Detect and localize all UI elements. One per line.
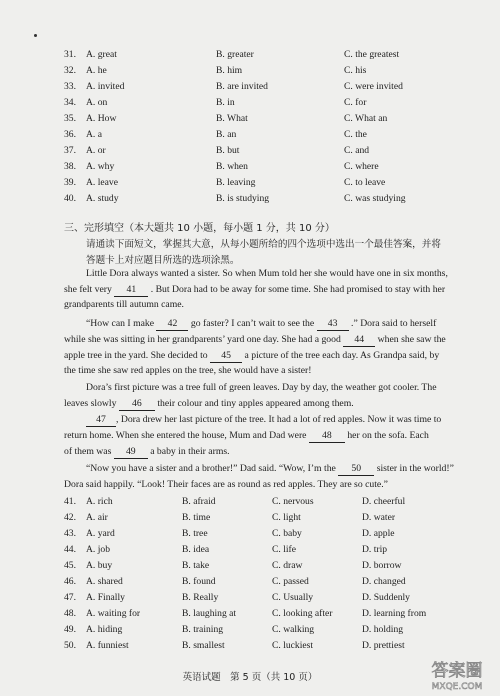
passage-line: apple tree in the yard. She decided to 45 a picture of the tree each day. As Grandpa said, by — [64, 350, 440, 361]
option-a: A. on — [86, 97, 108, 108]
option-a: A. shared — [86, 576, 123, 587]
instructions-line-2: 答题卡上对应题目所选的选项涂黑。 — [86, 255, 240, 266]
blank-42: 42 — [156, 318, 188, 331]
question-number: 43. — [64, 528, 76, 539]
option-a: A. or — [86, 145, 106, 156]
question-number: 37. — [64, 145, 76, 156]
blank-43: 43 — [317, 318, 349, 331]
option-c: C. walking — [272, 624, 315, 635]
option-b: B. greater — [216, 49, 254, 60]
option-a: A. a — [86, 129, 102, 140]
option-b: B. take — [182, 560, 210, 571]
option-b: B. smallest — [182, 640, 225, 651]
question-row — [0, 510, 500, 526]
question-row — [0, 143, 500, 159]
watermark-logo — [418, 654, 496, 694]
option-b: B. idea — [182, 544, 210, 555]
question-row — [0, 542, 500, 558]
option-c: C. to leave — [344, 177, 386, 188]
question-number: 40. — [64, 193, 76, 204]
option-a: A. great — [86, 49, 117, 60]
blank-50: 50 — [338, 463, 374, 476]
option-b: B. when — [216, 161, 248, 172]
question-row — [0, 79, 500, 95]
question-number: 32. — [64, 65, 76, 76]
passage-line: 47 , Dora drew her last picture of the tree. It had a lot of red apples. Now it was time to — [86, 412, 441, 428]
watermark-text-cn: 答案圈 — [431, 661, 483, 681]
question-number: 47. — [64, 592, 76, 603]
passage-line: the time she saw red apples on the tree, she would have a sister! — [64, 365, 312, 376]
passage-line: “Now you have a sister and a brother!” Dad said. “Wow, I’m the 50 sister in the world!” — [86, 463, 454, 474]
option-a: A. buy — [86, 560, 113, 571]
question-row — [0, 47, 500, 63]
passage-line: Dora’s first picture was a tree full of green leaves. Day by day, the weather got cooler. The — [86, 382, 437, 393]
option-b: B. laughing at — [182, 608, 237, 619]
option-b: B. time — [182, 512, 211, 523]
blank-44: 44 — [343, 334, 375, 347]
option-b: B. an — [216, 129, 237, 140]
blank-47: 47 — [86, 414, 116, 427]
option-c: C. the — [344, 129, 367, 140]
option-b: B. leaving — [216, 177, 256, 188]
question-row — [0, 63, 500, 79]
option-d: D. holding — [362, 624, 404, 635]
option-a: A. hiding — [86, 624, 123, 635]
question-number: 39. — [64, 177, 76, 188]
option-c: C. light — [272, 512, 301, 523]
option-a: A. yard — [86, 528, 115, 539]
question-row — [0, 590, 500, 606]
option-b: B. is studying — [216, 193, 270, 204]
option-a: A. study — [86, 193, 119, 204]
option-d: D. changed — [362, 576, 406, 587]
option-b: B. found — [182, 576, 216, 587]
question-number: 46. — [64, 576, 76, 587]
blank-48: 48 — [309, 430, 345, 443]
option-c: C. for — [344, 97, 367, 108]
option-a: A. How — [86, 113, 117, 124]
question-number: 49. — [64, 624, 76, 635]
question-row — [0, 175, 500, 191]
option-c: C. was studying — [344, 193, 406, 204]
question-row — [0, 574, 500, 590]
question-number: 33. — [64, 81, 76, 92]
question-row — [0, 159, 500, 175]
option-a: A. Finally — [86, 592, 125, 603]
option-d: D. Suddenly — [362, 592, 410, 603]
option-a: A. he — [86, 65, 107, 76]
option-d: D. trip — [362, 544, 388, 555]
question-number: 41. — [64, 496, 76, 507]
option-a: A. funniest — [86, 640, 129, 651]
option-c: C. passed — [272, 576, 309, 587]
question-number: 34. — [64, 97, 76, 108]
question-number: 48. — [64, 608, 76, 619]
option-c: C. the greatest — [344, 49, 400, 60]
question-row — [0, 526, 500, 542]
passage-line: leaves slowly 46 their colour and tiny apples appeared among them. — [64, 398, 354, 409]
question-number: 38. — [64, 161, 76, 172]
option-c: C. where — [344, 161, 379, 172]
option-b: B. in — [216, 97, 235, 108]
option-a: A. air — [86, 512, 108, 523]
option-c: C. draw — [272, 560, 303, 571]
option-d: D. cheerful — [362, 496, 406, 507]
question-row — [0, 606, 500, 622]
option-d: D. prettiest — [362, 640, 405, 651]
option-b: B. What — [216, 113, 248, 124]
question-row — [0, 111, 500, 127]
question-row — [0, 638, 500, 654]
question-number: 36. — [64, 129, 76, 140]
question-row — [0, 622, 500, 638]
option-d: D. water — [362, 512, 396, 523]
passage-line: while she was sitting in her grandparents’ yard one day. She had a good 44 when she saw the — [64, 334, 446, 345]
option-c: C. nervous — [272, 496, 314, 507]
page-dot — [34, 34, 37, 37]
option-d: D. borrow — [362, 560, 402, 571]
option-b: B. tree — [182, 528, 208, 539]
passage-line: grandparents till autumn came. — [64, 299, 184, 310]
option-b: B. afraid — [182, 496, 216, 507]
option-a: A. rich — [86, 496, 113, 507]
passage-line: of them was 49 a baby in their arms. — [64, 446, 230, 457]
option-a: A. invited — [86, 81, 125, 92]
option-c: C. were invited — [344, 81, 403, 92]
option-c: C. baby — [272, 528, 302, 539]
passage-line: return home. When she entered the house, Mum and Dad were 48 her on the sofa. Each — [64, 430, 429, 441]
option-a: A. job — [86, 544, 110, 555]
option-d: D. apple — [362, 528, 395, 539]
option-c: C. life — [272, 544, 296, 555]
option-c: C. and — [344, 145, 370, 156]
option-c: C. Usually — [272, 592, 314, 603]
option-c: C. his — [344, 65, 367, 76]
question-row — [0, 494, 500, 510]
section-title: 三、完形填空（本大题共 10 小题，每小题 1 分，共 10 分） — [64, 223, 335, 234]
question-number: 35. — [64, 113, 76, 124]
blank-41: 41 — [114, 284, 148, 297]
blank-49: 49 — [114, 446, 148, 459]
question-number: 31. — [64, 49, 76, 60]
question-row — [0, 558, 500, 574]
option-b: B. are invited — [216, 81, 268, 92]
question-number: 42. — [64, 512, 76, 523]
option-b: B. but — [216, 145, 240, 156]
option-a: A. leave — [86, 177, 118, 188]
question-row — [0, 191, 500, 207]
question-row — [0, 95, 500, 111]
instructions-line-1: 请通读下面短文，掌握其大意，从每小题所给的四个选项中选出一个最佳答案，并将 — [86, 239, 441, 250]
watermark-text-url: MXQE.COM — [431, 682, 483, 692]
option-a: A. why — [86, 161, 115, 172]
option-c: C. What an — [344, 113, 388, 124]
passage-line: Little Dora always wanted a sister. So when Mum told her she would have one in six months, — [86, 268, 448, 279]
question-number: 44. — [64, 544, 76, 555]
page-footer: 英语试题 第 5 页（共 10 页） — [182, 672, 318, 683]
question-row — [0, 127, 500, 143]
blank-46: 46 — [119, 398, 155, 411]
option-b: B. training — [182, 624, 224, 635]
option-b: B. him — [216, 65, 243, 76]
blank-45: 45 — [210, 350, 242, 363]
question-number: 50. — [64, 640, 76, 651]
question-number: 45. — [64, 560, 76, 571]
passage-line: “How can I make 42 go faster? I can’t wait to see the 43 .” Dora said to herself — [86, 318, 437, 329]
passage-line: Dora said happily. “Look! Their faces are as round as red apples. They are so cute.” — [64, 479, 388, 490]
option-b: B. Really — [182, 592, 219, 603]
passage-line: she felt very 41 . But Dora had to be away for some time. She had promised to stay with her — [64, 284, 446, 295]
option-c: C. looking after — [272, 608, 333, 619]
option-a: A. waiting for — [86, 608, 141, 619]
option-c: C. luckiest — [272, 640, 314, 651]
option-d: D. learning from — [362, 608, 427, 619]
